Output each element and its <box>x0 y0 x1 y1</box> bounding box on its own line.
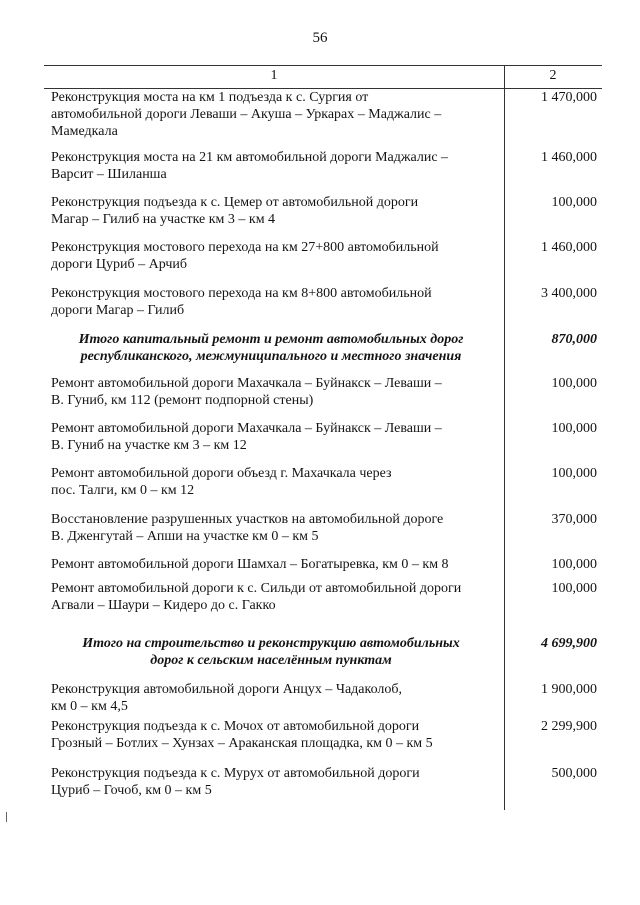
row-amount: 500,000 <box>551 766 597 781</box>
row-amount: 1 470,000 <box>541 90 597 105</box>
row-amount: 1 900,000 <box>541 682 597 697</box>
total-amount: 4 699,900 <box>541 636 597 651</box>
column-divider <box>504 65 505 810</box>
row-amount: 100,000 <box>551 557 597 572</box>
row-description: Ремонт автомобильной дороги Махачкала – Буйнакск – Леваши – В. Гуниб, км 112 (ремонт подпорной стены) <box>51 376 442 408</box>
header-col-1: 1 <box>270 68 278 83</box>
row-amount: 1 460,000 <box>541 150 597 165</box>
header-col-2: 2 <box>549 68 557 83</box>
row-amount: 100,000 <box>551 466 597 481</box>
row-amount: 100,000 <box>551 376 597 391</box>
table-header <box>44 65 602 89</box>
row-description: Ремонт автомобильной дороги Махачкала – Буйнакск – Леваши – В. Гуниб на участке км 3 – км 12 <box>51 421 442 453</box>
scan-mark <box>6 812 9 822</box>
row-amount: 1 460,000 <box>541 240 597 255</box>
row-description: Ремонт автомобильной дороги Шамхал – Богатыревка, км 0 – км 8 <box>51 557 449 572</box>
row-amount: 100,000 <box>551 195 597 210</box>
total-amount: 870,000 <box>551 332 597 347</box>
row-description: Реконструкция мостового перехода на км 27+800 автомобильной дороги Цуриб – Арчиб <box>51 240 439 272</box>
total-description: Итого капитальный ремонт и ремонт автомобильных дорог республиканского, межмуниципального и местного значения <box>78 332 464 364</box>
row-description: Реконструкция моста на 21 км автомобильной дороги Маджалис – Варсит – Шиланша <box>51 150 449 182</box>
total-description: Итого на строительство и реконструкцию автомобильных дорог к сельским населённым пунктам <box>82 636 460 668</box>
row-description: Реконструкция мостового перехода на км 8+800 автомобильной дороги Магар – Гилиб <box>51 286 432 318</box>
row-amount: 100,000 <box>551 421 597 436</box>
row-description: Реконструкция моста на км 1 подъезда к с. Сургия от автомобильной дороги Леваши – Акуша – Уркарах – Маджалис – Мамедкала <box>51 90 442 139</box>
row-amount: 100,000 <box>551 581 597 596</box>
row-description: Реконструкция автомобильной дороги Анцух – Чадаколоб, км 0 – км 4,5 <box>51 682 403 714</box>
page-number: 56 <box>312 30 328 46</box>
row-amount: 3 400,000 <box>541 286 597 301</box>
row-amount: 370,000 <box>551 512 597 527</box>
row-description: Ремонт автомобильной дороги объезд г. Махачкала через пос. Талги, км 0 – км 12 <box>51 466 392 498</box>
row-description: Восстановление разрушенных участков на автомобильной дороге В. Дженгутай – Апши на участке км 0 – км 5 <box>51 512 444 544</box>
row-description: Ремонт автомобильной дороги к с. Сильди от автомобильной дороги Агвали – Шаури – Кидеро до с. Гакко <box>51 581 462 613</box>
row-amount: 2 299,900 <box>541 719 597 734</box>
row-description: Реконструкция подъезда к с. Мочох от автомобильной дороги Грозный – Ботлих – Хунзах – Араканская площадка, км 0 – км 5 <box>51 719 433 751</box>
row-description: Реконструкция подъезда к с. Цемер от автомобильной дороги Магар – Гилиб на участке км 3 – км 4 <box>51 195 419 227</box>
row-description: Реконструкция подъезда к с. Мурух от автомобильной дороги Цуриб – Гочоб, км 0 – км 5 <box>51 766 420 798</box>
header-row <box>44 65 602 89</box>
